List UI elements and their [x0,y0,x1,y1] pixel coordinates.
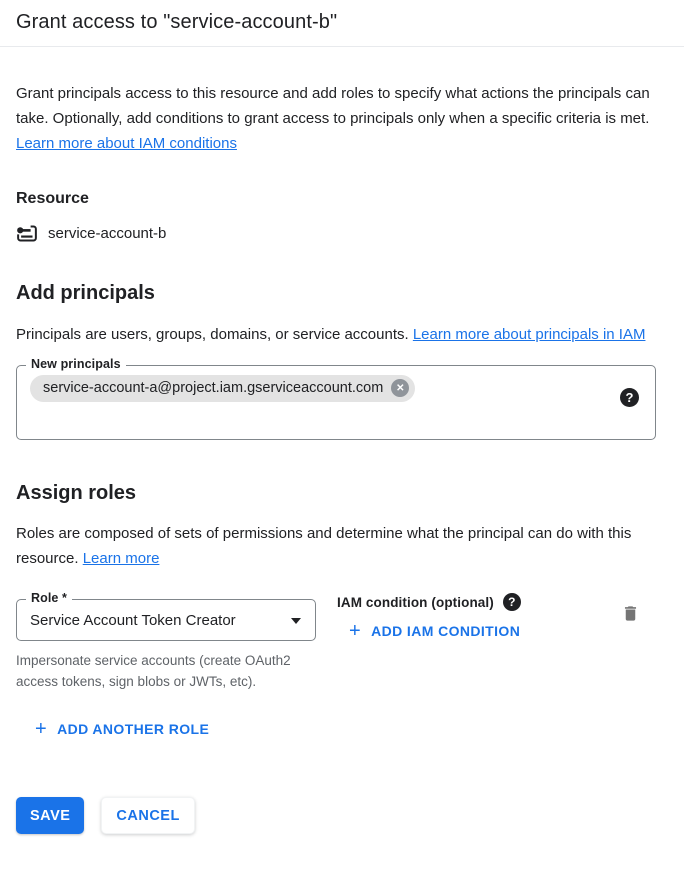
assign-roles-description [16,521,661,571]
resource-heading: Resource [16,190,89,207]
add-iam-condition-label: ADD IAM CONDITION [371,623,521,640]
principals-learn-more-link[interactable]: Learn more about principals in IAM [412,325,646,343]
dialog-footer [0,797,684,834]
iam-conditions-learn-more-link[interactable]: Learn more about IAM conditions [16,135,237,152]
dialog-title: Grant access to "service-account-b" [16,11,338,33]
iam-condition-column [337,593,621,642]
plus-icon: + [349,620,362,643]
role-helper-text: Impersonate service accounts (create OAuth2 access tokens, sign blobs or JWTs, etc). [16,653,291,690]
role-select-label: Role * [26,591,72,605]
role-row [16,591,668,692]
add-principals-description [16,322,661,347]
principals-help-icon[interactable]: ? [620,388,639,407]
intro-paragraph [16,81,661,156]
roles-learn-more-link[interactable]: Learn more [82,550,160,568]
intro-text: Grant principals access to this resource and add roles to specify what actions the principals can take. Optionally, add conditions to grant access to principals only when a specific criteria is met. [16,85,650,127]
new-principals-label: New principals [26,357,126,371]
plus-icon: + [35,718,48,741]
cancel-button[interactable]: CANCEL [101,797,194,834]
iam-condition-label: IAM condition (optional) [337,594,494,610]
role-select-value: Service Account Token Creator [30,611,236,629]
dialog-body [0,81,684,740]
delete-role-button[interactable] [621,603,640,627]
iam-condition-help-icon[interactable]: ? [503,593,521,611]
add-principals-text: Principals are users, groups, domains, or service accounts. [16,325,413,343]
assign-roles-heading: Assign roles [16,481,137,504]
principal-chip [30,375,415,402]
save-button[interactable]: SAVE [16,797,84,834]
service-account-icon [16,224,38,243]
role-column [16,591,316,692]
iam-condition-header [337,593,621,611]
add-another-role-button[interactable] [35,718,210,741]
new-principals-field[interactable] [16,356,656,440]
role-select[interactable] [16,591,316,641]
resource-row [16,224,668,243]
caret-down-icon [291,618,301,624]
add-role-row [16,720,668,740]
assign-roles-text: Roles are composed of sets of permissions and determine what the principal can do with this resource. [16,525,632,568]
add-principals-heading: Add principals [16,282,155,304]
add-another-role-label: ADD ANOTHER ROLE [57,721,210,738]
principal-chip-text: service-account-a@project.iam.gserviceaccount.com [43,380,384,397]
resource-name: service-account-b [48,225,167,242]
trash-icon [621,603,640,624]
dialog-header [0,0,684,47]
chip-remove-icon[interactable]: ✕ [391,379,409,397]
add-iam-condition-button[interactable] [349,620,521,643]
